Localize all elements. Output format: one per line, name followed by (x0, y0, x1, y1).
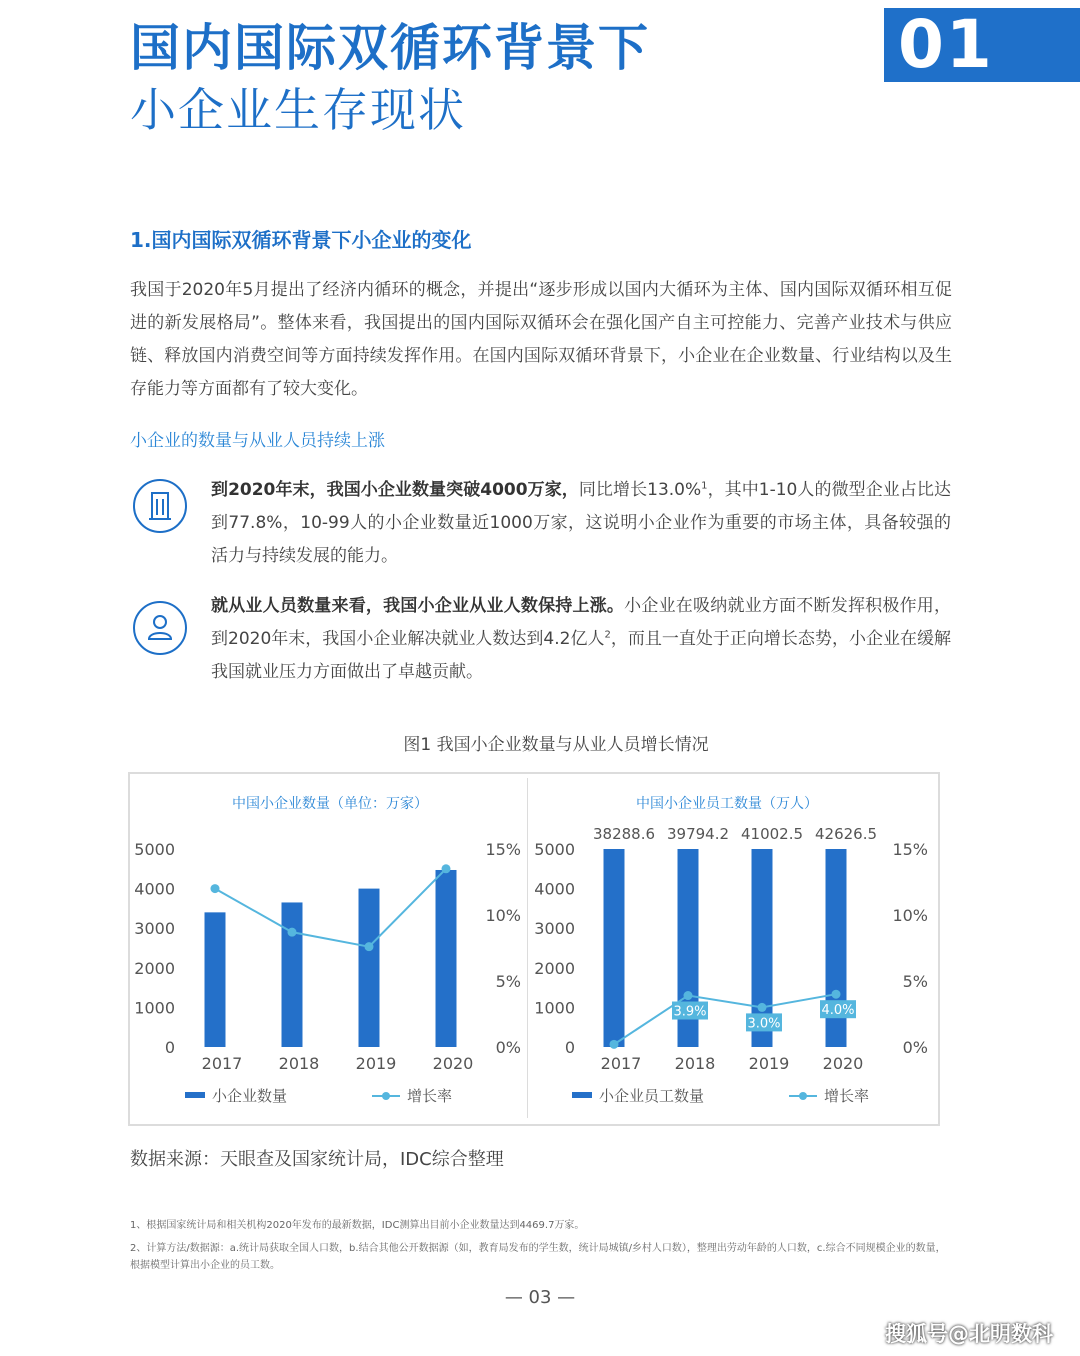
point1-text-b: ，其中1-10人的微型企业占比达到77.8%，10-99人的小企业数量近1000万家，这说明小企业作为重要的市场主体，具备较强的活力与持续发展的能力。 (211, 480, 951, 566)
x-tick-label: 2018 (278, 1054, 320, 1073)
y-tick-label: 5000 (534, 840, 575, 859)
legend-line-label: 增长率 (824, 1087, 870, 1105)
legend-bar-swatch (572, 1092, 592, 1098)
growth-rate-point (442, 864, 451, 873)
data-source-note: 数据来源：天眼查及国家统计局，IDC综合整理 (130, 1149, 504, 1170)
page-title: 国内国际双循环背景下 (130, 19, 650, 77)
y-tick-label: 0 (564, 1038, 575, 1057)
bar-value-label: 38288.6 (592, 825, 656, 843)
x-tick-label: 2018 (674, 1054, 716, 1073)
y-tick-label: 5000 (134, 840, 175, 859)
chart-title: 中国小企业数量（单位：万家） (232, 796, 428, 812)
intro-paragraph: 我国于2020年5月提出了经济内循环的概念，并提出“逐步形成以国内大循环为主体、国内国际双循环相互促进的新发展格局”。整体来看，我国提出的国内国际双循环会在强化国产自主可控能力、完善产业技术与供应链、释放国内消费空间等方面持续发挥作用。在国内国际双循环背景下，小企业在企业数量、行业结构以及生存能力等方面都有了较大变化。 (130, 280, 952, 399)
legend-line-marker (799, 1092, 807, 1100)
point2-bold: 就从业人员数量来看，我国小企业从业人数保持上涨。 (211, 596, 625, 616)
bar (604, 849, 625, 1047)
rate-label: 4.0% (821, 1003, 855, 1019)
growth-rate-point (211, 884, 220, 893)
rate-label: 3.0% (747, 1016, 781, 1032)
growth-rate-point (684, 991, 693, 1000)
y2-tick-label: 0% (495, 1038, 521, 1057)
y-tick-label: 1000 (534, 998, 575, 1018)
y2-tick-label: 15% (485, 840, 521, 859)
rate-label: 3.9% (673, 1004, 707, 1020)
point2-text-a: 小企业在吸纳就业方面不断发挥积极作用，到2020年末，我国小企业解决就业人数达到4.2亿人 (211, 596, 952, 649)
footnote-ref-1: 1 (701, 480, 708, 492)
page-subtitle: 小企业生存现状 (130, 83, 466, 137)
footnote-1: 1、根据国家统计局和相关机构2020年发布的最新数据，IDC测算出目前小企业数量达到4469.7万家。 (130, 1220, 585, 1231)
growth-rate-point (832, 990, 841, 999)
legend-line-marker (382, 1092, 390, 1100)
legend-bar-label: 小企业数量 (212, 1087, 288, 1105)
x-tick-label: 2017 (201, 1054, 243, 1073)
point1-text-a: 同比增长13.0% (578, 480, 702, 500)
y-tick-label: 3000 (534, 919, 575, 939)
chapter-number: 01 (898, 6, 994, 83)
bar-value-label: 39794.2 (666, 825, 730, 843)
growth-rate-point (365, 942, 374, 951)
legend-line-label: 增长率 (407, 1087, 453, 1105)
bar-value-label: 42626.5 (814, 825, 878, 843)
x-tick-label: 2020 (822, 1054, 864, 1073)
y2-tick-label: 15% (892, 840, 928, 859)
footnote-2: 2、计算方法/数据源：a.统计局获取全国人口数，b.结合其他公开数据源（如，教育局发布的学生数，统计局城镇/乡村人口数），整理出劳动年龄的人口数，c.综合不同规模企业的数量，根据模型计算出小企业的员工数。 (130, 1243, 946, 1271)
page-number: — 03 — (504, 1287, 576, 1308)
section-heading: 1.国内国际双循环背景下小企业的变化 (130, 228, 472, 252)
legend-bar-label: 小企业员工数量 (599, 1087, 705, 1105)
footnote-ref-2: 2 (604, 629, 611, 641)
y2-tick-label: 10% (892, 906, 928, 925)
bar (436, 870, 457, 1047)
figure-caption: 图1 我国小企业数量与从业人员增长情况 (403, 735, 709, 755)
x-tick-label: 2019 (355, 1054, 397, 1073)
growth-rate-point (288, 928, 297, 937)
y-tick-label: 0 (164, 1038, 175, 1057)
bar-value-label: 41002.5 (740, 825, 804, 843)
point1-bold: 到2020年末，我国小企业数量突破4000万家， (211, 480, 579, 500)
y2-tick-label: 5% (495, 972, 521, 991)
point2-text-b: ，而且一直处于正向增长态势，小企业在缓解我国就业压力方面做出了卓越贡献。 (211, 629, 951, 682)
watermark: 搜狐号@北明数科 (885, 1322, 1053, 1346)
growth-rate-line (614, 994, 836, 1044)
y-tick-label: 2000 (534, 958, 575, 978)
y2-tick-label: 0% (902, 1038, 928, 1057)
growth-rate-point (758, 1003, 767, 1012)
y-tick-label: 3000 (134, 919, 175, 939)
legend-bar-swatch (185, 1092, 205, 1098)
growth-rate-point (610, 1040, 619, 1049)
y2-tick-label: 10% (485, 906, 521, 925)
chart-title: 中国小企业员工数量（万人） (636, 796, 818, 812)
y2-tick-label: 5% (902, 972, 928, 991)
subheading: 小企业的数量与从业人员持续上涨 (130, 431, 385, 451)
y-tick-label: 4000 (134, 879, 175, 899)
bar (205, 912, 226, 1047)
growth-rate-line (215, 869, 446, 947)
bar (359, 889, 380, 1047)
bar (282, 902, 303, 1047)
y-tick-label: 1000 (134, 998, 175, 1018)
y-tick-label: 2000 (134, 958, 175, 978)
x-tick-label: 2020 (432, 1054, 474, 1073)
x-tick-label: 2019 (748, 1054, 790, 1073)
y-tick-label: 4000 (534, 879, 575, 899)
x-tick-label: 2017 (600, 1054, 642, 1073)
